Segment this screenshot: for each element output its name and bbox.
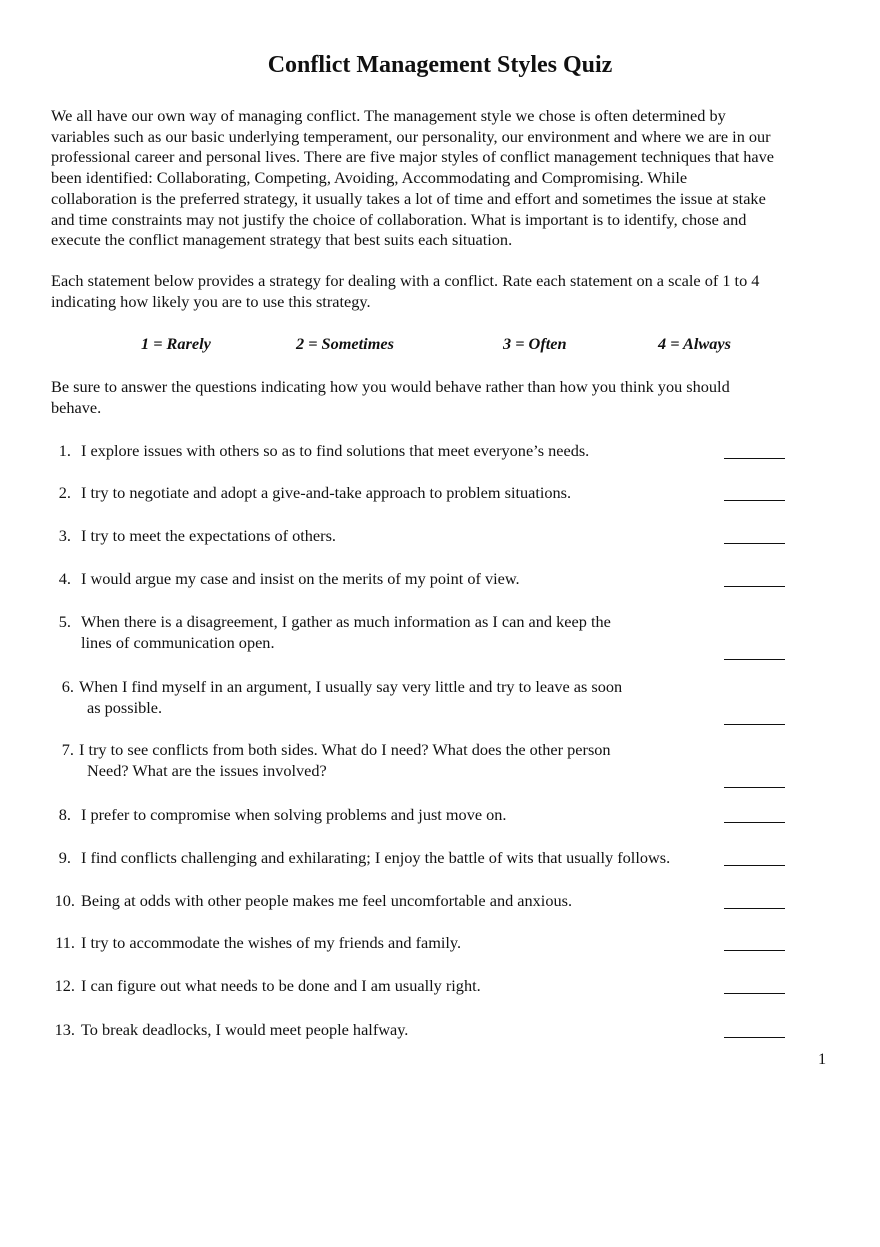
- question-number: 10.: [54, 891, 75, 910]
- scale-often: 3 = Often: [503, 334, 567, 353]
- question-number: 3.: [58, 526, 71, 545]
- answer-blank[interactable]: [724, 586, 785, 587]
- scale-always: 4 = Always: [658, 334, 731, 353]
- answer-blank[interactable]: [724, 908, 785, 909]
- question-text: I try to meet the expectations of others.: [81, 526, 336, 545]
- answer-blank[interactable]: [724, 500, 785, 501]
- question-number: 1.: [58, 441, 71, 460]
- question-number: 6.: [61, 677, 74, 696]
- question-number: 8.: [58, 805, 71, 824]
- answer-blank[interactable]: [724, 865, 785, 866]
- answer-blank[interactable]: [724, 822, 785, 823]
- question-text: I try to accommodate the wishes of my friends and family.: [81, 933, 462, 952]
- intro-line: variables such as our basic underlying temperament, our personality, our environment and where we are in our: [51, 126, 771, 146]
- page-number: 1: [818, 1049, 827, 1068]
- question-text: When I find myself in an argument, I usually say very little and try to leave as soon: [79, 677, 623, 696]
- question-text: I try to see conflicts from both sides. What do I need? What does the other person: [79, 740, 611, 759]
- answer-blank[interactable]: [724, 458, 785, 459]
- answer-blank[interactable]: [724, 543, 785, 544]
- question-text: I prefer to compromise when solving problems and just move on.: [81, 805, 507, 824]
- answer-blank[interactable]: [724, 950, 785, 951]
- page-title: Conflict Management Styles Quiz: [267, 52, 613, 78]
- intro-line: execute the conflict management strategy that best suits each situation.: [51, 230, 513, 250]
- question-text: I try to negotiate and adopt a give-and-take approach to problem situations.: [81, 483, 572, 502]
- question-text: When there is a disagreement, I gather as much information as I can and keep the: [81, 612, 611, 631]
- question-number: 7.: [61, 740, 74, 759]
- question-number: 13.: [54, 1020, 75, 1039]
- question-text: lines of communication open.: [81, 633, 275, 652]
- intro-line: professional career and personal lives. There are five major styles of conflict management techniques that have: [51, 147, 775, 167]
- intro-line: collaboration is the preferred strategy, it usually takes a lot of time and effort and sometimes the issue at stake: [51, 188, 766, 208]
- question-text: as possible.: [87, 698, 163, 717]
- answer-blank[interactable]: [724, 724, 785, 725]
- question-text: I find conflicts challenging and exhilarating; I enjoy the battle of wits that usually follows.: [81, 848, 671, 867]
- instructions-line: Each statement below provides a strategy for dealing with a conflict. Rate each statement on a scale of 1 to 4: [51, 271, 760, 290]
- intro-line: We all have our own way of managing conflict. The management style we chose is often determined by: [51, 106, 726, 125]
- question-number: 9.: [58, 848, 71, 867]
- scale-rarely: 1 = Rarely: [141, 334, 211, 353]
- intro-line: and time constraints may not justify the choice of collaboration. What is important is to identify, chose and: [51, 209, 747, 229]
- intro-line: been identified: Collaborating, Competing, Avoiding, Accommodating and Compromising. While: [51, 168, 688, 188]
- question-text: I would argue my case and insist on the merits of my point of view.: [81, 569, 520, 588]
- note-line: Be sure to answer the questions indicating how you would behave rather than how you think you should: [51, 377, 730, 396]
- question-text: I can figure out what needs to be done and I am usually right.: [81, 976, 481, 995]
- note-line: behave.: [51, 397, 102, 417]
- question-text: Being at odds with other people makes me feel uncomfortable and anxious.: [81, 891, 573, 910]
- instructions-line: indicating how likely you are to use this strategy.: [51, 291, 371, 311]
- question-number: 11.: [55, 933, 75, 952]
- answer-blank[interactable]: [724, 993, 785, 994]
- question-number: 12.: [54, 976, 75, 995]
- answer-blank[interactable]: [724, 1037, 785, 1038]
- question-number: 5.: [58, 612, 71, 631]
- question-text: Need? What are the issues involved?: [87, 761, 327, 780]
- answer-blank[interactable]: [724, 787, 785, 788]
- question-text: To break deadlocks, I would meet people halfway.: [81, 1020, 409, 1039]
- scale-sometimes: 2 = Sometimes: [296, 334, 394, 353]
- question-number: 2.: [58, 483, 71, 502]
- question-text: I explore issues with others so as to find solutions that meet everyone’s needs.: [81, 441, 590, 460]
- question-number: 4.: [58, 569, 71, 588]
- answer-blank[interactable]: [724, 659, 785, 660]
